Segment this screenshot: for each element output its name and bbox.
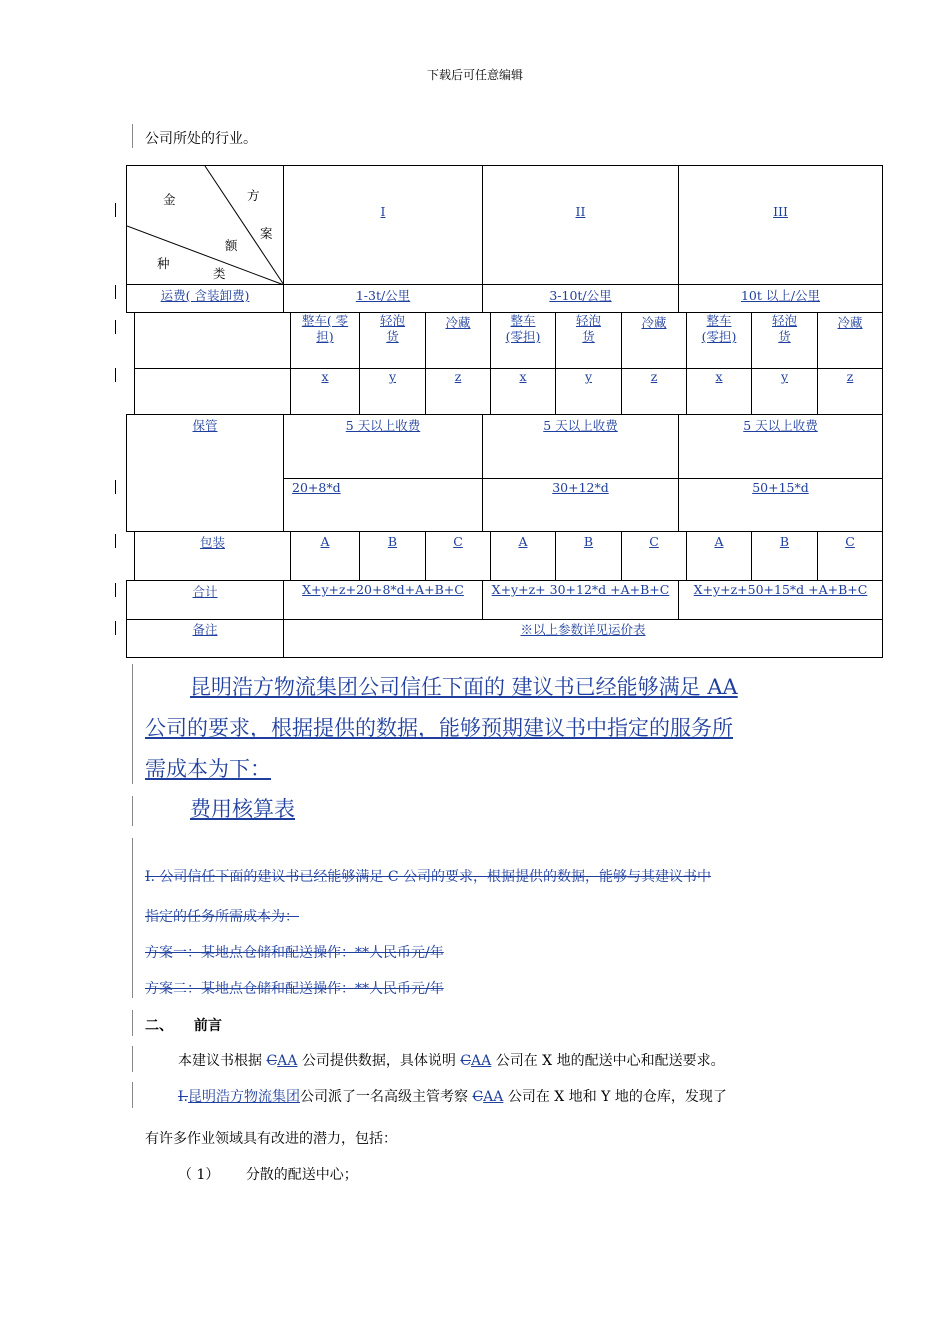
- freight-range-3: 10t 以上/公里: [678, 284, 883, 313]
- diag-label: 金: [163, 192, 176, 207]
- cargo-type-cell: 轻泡货: [751, 312, 818, 369]
- diag-label: 种: [157, 256, 170, 271]
- row-mark: [115, 368, 116, 382]
- packing-label: 包装: [134, 531, 291, 581]
- cargo-type-cell: 轻泡货: [359, 312, 426, 369]
- body-paragraph-2-cont: 有许多作业领域具有改进的潜力，包括：: [145, 1131, 397, 1147]
- struck-line-2: 指定的任务所需成本为：: [145, 909, 299, 925]
- plan-header-1: I: [283, 165, 483, 285]
- row-mark: [115, 621, 116, 635]
- total-value: X+y+z+50+15*d +A+B+C: [678, 580, 883, 620]
- cargo-type-cell: 冷藏: [621, 312, 687, 369]
- xyz-cell: x: [490, 368, 556, 415]
- cargo-type-cell: 轻泡货: [555, 312, 622, 369]
- packing-cell: A: [686, 531, 752, 581]
- big-paragraph-line-1: 昆明浩方物流集团公司信任下面的 建议书已经能够满足 AA: [190, 675, 738, 699]
- body-paragraph-2: I.昆明浩方物流集团公司派了一名高级主管考察 CAA 公司在 X 地和 Y 地的仓库，发现了: [178, 1089, 727, 1105]
- xyz-cell: y: [359, 368, 426, 415]
- freight-range-2: 3-10t/公里: [482, 284, 679, 313]
- page-header: 下载后可任意编辑: [426, 68, 523, 82]
- diag-label: 额: [225, 238, 238, 253]
- xyz-cell: z: [817, 368, 883, 415]
- xyz-cell: y: [555, 368, 622, 415]
- xyz-empty-cell: [134, 368, 291, 415]
- change-bar: [132, 124, 133, 148]
- total-value: X+y+z+ 30+12*d +A+B+C: [482, 580, 679, 620]
- struck-line-1: I. 公司信任下面的建议书已经能够满足 C 公司的要求，根据提供的数据，能够与其建议书中: [145, 869, 712, 885]
- body-paragraph-1: 本建议书根据 CAA 公司提供数据，具体说明 CAA 公司在 X 地的配送中心和配送要求。: [178, 1053, 725, 1069]
- section-title: 前言: [193, 1018, 222, 1034]
- section-number: 二、: [145, 1018, 173, 1034]
- packing-cell: A: [490, 531, 556, 581]
- remark-value: ※以上参数详见运价表: [283, 619, 883, 658]
- freight-label: 运费( 含装卸费): [126, 284, 284, 313]
- diag-label: 类: [213, 266, 226, 281]
- remark-label: 备注: [126, 619, 284, 658]
- packing-cell: A: [290, 531, 360, 581]
- packing-cell: B: [359, 531, 426, 581]
- storage-note: 5 天以上收费: [678, 414, 883, 479]
- plan-header-2: II: [482, 165, 679, 285]
- row-mark: [115, 203, 116, 217]
- diag-label: 方: [247, 188, 260, 203]
- storage-fee: 30+12*d: [482, 478, 679, 532]
- intro-line: 公司所处的行业。: [145, 131, 257, 147]
- list-item: [178, 1164, 358, 1184]
- big-paragraph-line-3: 需成本为下：: [145, 757, 271, 781]
- row-mark: [115, 583, 116, 597]
- cargo-type-cell: 冷藏: [425, 312, 491, 369]
- cargo-type-cell: 冷藏: [817, 312, 883, 369]
- xyz-cell: y: [751, 368, 818, 415]
- row-mark: [115, 320, 116, 334]
- packing-cell: C: [621, 531, 687, 581]
- diagonal-header-cell: [126, 165, 284, 285]
- xyz-cell: z: [425, 368, 491, 415]
- change-bar: [132, 1082, 133, 1108]
- cargo-empty-cell: [134, 312, 291, 369]
- change-bar: [132, 796, 133, 826]
- struck-plan-1: 方案一：某地点仓储和配送操作：**人民币元/年: [145, 945, 444, 961]
- storage-note: 5 天以上收费: [482, 414, 679, 479]
- xyz-cell: x: [290, 368, 360, 415]
- cargo-type-cell: 整车( 零担): [290, 312, 360, 369]
- packing-cell: C: [425, 531, 491, 581]
- storage-note: 5 天以上收费: [283, 414, 483, 479]
- row-mark: [115, 480, 116, 494]
- struck-plan-2: 方案二：某地点仓储和配送操作：**人民币元/年: [145, 981, 444, 997]
- storage-fee: 50+15*d: [678, 478, 883, 532]
- xyz-cell: z: [621, 368, 687, 415]
- packing-cell: B: [555, 531, 622, 581]
- diag-label: 案: [260, 226, 273, 241]
- change-bar: [132, 664, 133, 784]
- storage-fee: 20+8*d: [283, 478, 483, 532]
- freight-range-1: 1-3t/公里: [283, 284, 483, 313]
- big-paragraph-line-2: 公司的要求，根据提供的数据，能够预期建议书中指定的服务所: [145, 716, 733, 740]
- cost-table-title: 费用核算表: [190, 797, 295, 821]
- change-bar: [132, 1046, 133, 1072]
- packing-cell: C: [817, 531, 883, 581]
- plan-header-3: III: [678, 165, 883, 285]
- row-mark: [115, 285, 116, 299]
- storage-label: 保管: [126, 414, 284, 532]
- packing-cell: B: [751, 531, 818, 581]
- xyz-cell: x: [686, 368, 752, 415]
- total-value: X+y+z+20+8*d+A+B+C: [283, 580, 483, 620]
- change-bar: [132, 1010, 133, 1036]
- list-item-text: 分散的配送中心；: [245, 1167, 358, 1183]
- cargo-type-cell: 整车(零担): [490, 312, 556, 369]
- cargo-type-cell: 整车(零担): [686, 312, 752, 369]
- section-heading: [145, 1015, 222, 1035]
- row-mark: [115, 534, 116, 548]
- total-label: 合计: [126, 580, 284, 620]
- change-bar: [132, 838, 133, 998]
- list-item-number: （ 1）: [178, 1167, 220, 1183]
